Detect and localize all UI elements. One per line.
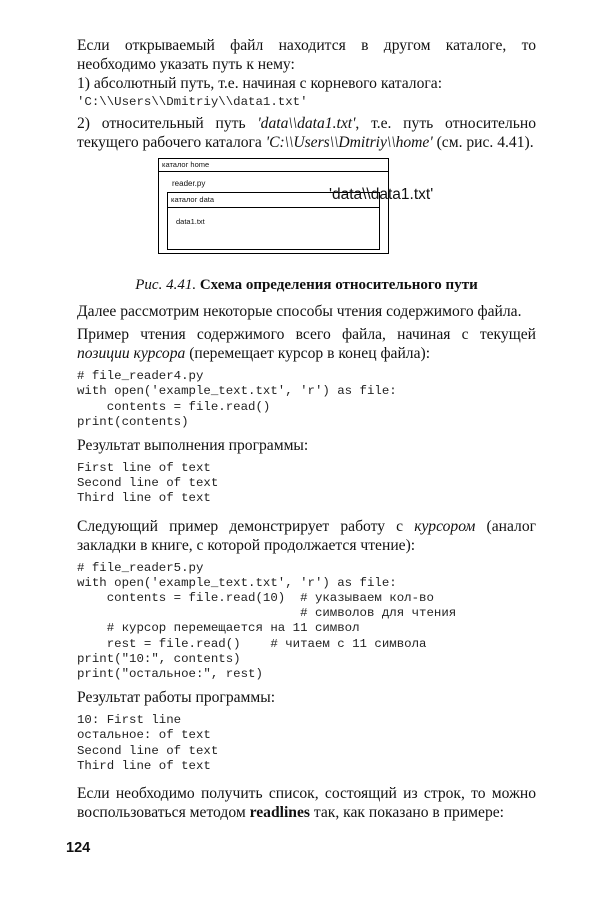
paragraph-intro: Если открываемый файл находится в другом каталоге, то необходимо указать путь к нему: — [77, 37, 536, 73]
home-directory-box — [158, 158, 389, 254]
code-block-reader4: # file_reader4.py with open('example_text.txt', 'r') as file: contents = file.read() print(contents) — [77, 369, 397, 429]
relative-path-text-b: , т.е. путь относительно текущего рабочего каталога — [77, 115, 536, 152]
cursor-position-term: позиции курсора — [77, 345, 186, 363]
relative-path-text-a: 2) относительный путь — [77, 115, 258, 133]
paragraph-readlines-a: Если необходимо получить список, состоящий из строк, то можно воспользоваться методом — [77, 785, 536, 822]
output-block-2: 10: First line остальное: of text Second line of text Third line of text — [77, 713, 219, 773]
page-content — [77, 36, 536, 822]
list-item-relative-path — [77, 114, 536, 152]
paragraph-read-all-a: Пример чтения содержимого всего файла, начиная с текущей — [77, 326, 536, 344]
relative-path-text-c: (см. рис. 4.41). — [432, 134, 534, 152]
paragraph-methods: Далее рассмотрим некоторые способы чтения содержимого файла. — [77, 303, 522, 321]
page-number: 124 — [66, 840, 91, 856]
paragraph-read-all — [77, 325, 536, 363]
figure-caption-number: Рис. 4.41. — [135, 277, 200, 294]
result-label-1: Результат выполнения программы: — [77, 437, 309, 455]
paragraph-readlines — [77, 784, 536, 822]
relative-path-label: 'data\\data1.txt' — [329, 186, 434, 204]
paragraph-cursor — [77, 517, 536, 555]
relative-path-value: 'data\\data1.txt' — [257, 115, 356, 133]
paragraph-cursor-a: Следующий пример демонстрирует работу с — [77, 517, 415, 535]
data-file-label: data1.txt — [176, 217, 205, 227]
reader-file-label: reader.py — [172, 179, 206, 189]
list-item-absolute-path-text: 1) абсолютный путь, т.е. начиная с корневого каталога: — [77, 75, 443, 92]
readlines-method: readlines — [249, 804, 310, 822]
result-label-2: Результат работы программы: — [77, 689, 276, 707]
list-item-absolute-path — [77, 74, 536, 93]
home-directory-label: каталог home — [159, 159, 388, 172]
paragraph-read-all-b: (перемещает курсор в конец файла): — [185, 345, 431, 363]
figure-caption-title: Схема определения относительного пути — [199, 277, 478, 294]
paragraph-cursor-b: (аналог закладки в книге, с которой продолжается чтение): — [77, 517, 537, 554]
figure-diagram — [77, 158, 536, 270]
paragraph-readlines-c: так, как показано в примере: — [309, 804, 505, 822]
absolute-path-code: 'C:\\Users\\Dmitriy\\data1.txt' — [77, 95, 308, 109]
figure-caption — [77, 276, 536, 294]
cursor-term: курсором — [414, 517, 476, 535]
cwd-path-value: 'C:\\Users\\Dmitriy\\home' — [265, 134, 433, 152]
data-directory-label: каталог data — [168, 193, 379, 208]
output-block-1: First line of text Second line of text Third line of text — [77, 461, 219, 506]
code-block-reader5: # file_reader5.py with open('example_text.txt', 'r') as file: contents = file.read(10) # указываем кол-во # символов для чтения # курсор перемещается на 11 символ rest = file.read() # читаем с 11 символа print("10:", contents) print("остальное:", rest) — [77, 560, 457, 682]
